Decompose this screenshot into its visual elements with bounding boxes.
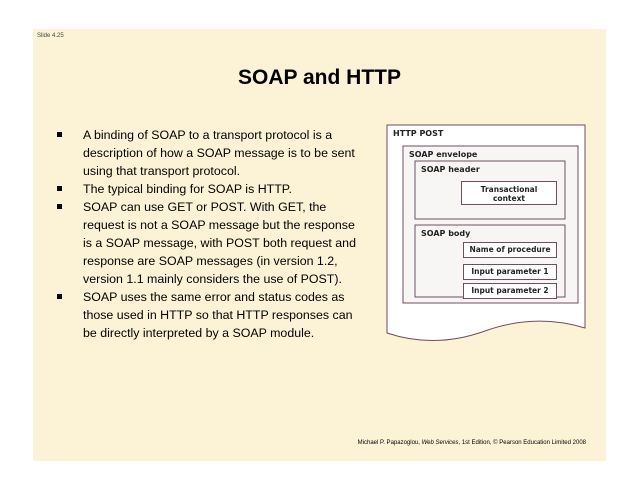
bullet-marker-icon	[57, 186, 62, 191]
http-post-diagram	[385, 123, 589, 353]
slide	[33, 29, 606, 461]
bullet-text: SOAP can use GET or POST. With GET, the request is not a SOAP message but the response is a SOAP message, with POST both request and response are SOAP messages (in version 1.2, version 1.1 mainly considers the use of POST).	[83, 200, 356, 286]
slide-title: SOAP and HTTP	[238, 66, 401, 89]
input-parameter-1-box: Input parameter 1	[463, 264, 557, 280]
footer-author: Michael P. Papazoglou,	[357, 440, 422, 446]
footer-edition: , 1st Edition, © Pearson Education Limited 2008	[458, 440, 586, 446]
bullet-item	[33, 126, 363, 180]
bullet-list	[33, 126, 363, 342]
transactional-context-box: Transactional context	[461, 181, 557, 205]
bullet-text: The typical binding for SOAP is HTTP.	[83, 182, 292, 196]
footer-credit	[358, 440, 586, 446]
http-post-label: HTTP POST	[393, 129, 444, 138]
procedure-name-box: Name of procedure	[463, 242, 557, 258]
footer-book-title: Web Services	[421, 440, 459, 446]
bullet-text: SOAP uses the same error and status codes as those used in HTTP so that HTTP responses can be directly interpreted by a SOAP module.	[83, 290, 353, 340]
slide-number: Slide 4.25	[37, 33, 64, 39]
soap-header-label: SOAP header	[421, 165, 480, 174]
soap-body-label: SOAP body	[421, 229, 471, 238]
bullet-marker-icon	[57, 294, 62, 299]
bullet-item	[33, 198, 363, 288]
bullet-item	[33, 180, 363, 198]
soap-envelope-label: SOAP envelope	[409, 150, 478, 159]
bullet-item	[33, 288, 363, 342]
bullet-text: A binding of SOAP to a transport protocol is a description of how a SOAP message is to be sent using that transport protocol.	[83, 128, 355, 178]
bullet-marker-icon	[57, 204, 62, 209]
bullet-marker-icon	[57, 132, 62, 137]
input-parameter-2-box: Input parameter 2	[463, 283, 557, 299]
